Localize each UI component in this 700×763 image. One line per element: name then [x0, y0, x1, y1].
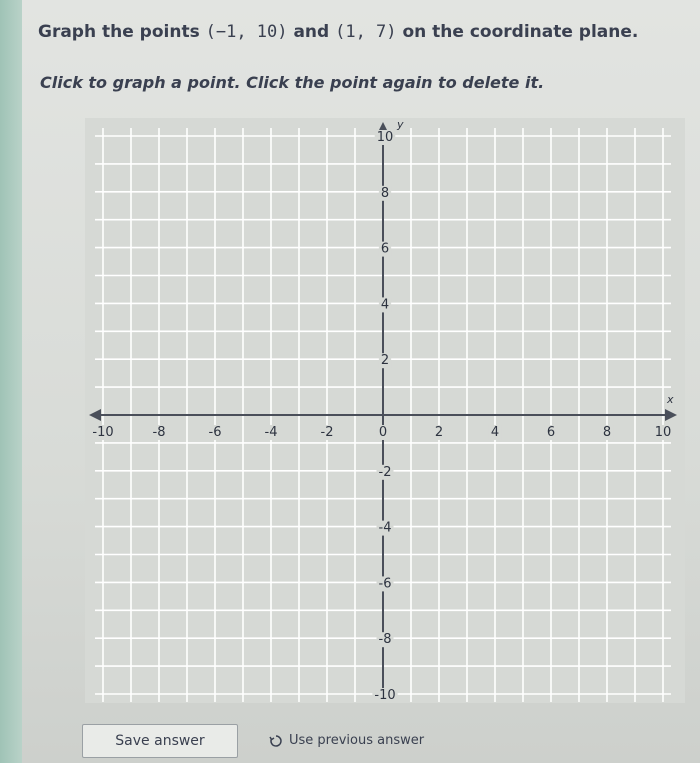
x-tick-label: 10 [654, 425, 672, 440]
y-tick-label: -4 [378, 520, 392, 536]
refresh-icon [269, 734, 283, 748]
question-prefix: Graph the points [38, 22, 200, 42]
y-tick-label: 4 [380, 297, 390, 313]
use-previous-answer-link[interactable] [269, 733, 424, 748]
y-tick-label: 2 [380, 353, 390, 369]
point-1: (−1, 10) [205, 22, 288, 42]
x-tick-label: -4 [264, 425, 278, 440]
x-tick-label: -8 [152, 425, 166, 440]
x-axis-name: x [667, 393, 674, 406]
y-tick-label: -10 [374, 688, 396, 703]
save-answer-button[interactable]: Save answer [82, 724, 238, 758]
x-tick-label: 2 [434, 425, 444, 440]
x-tick-label: 8 [602, 425, 612, 440]
point-2: (1, 7) [335, 22, 397, 42]
y-tick-label: -6 [378, 576, 392, 592]
plot-background[interactable] [85, 118, 685, 703]
y-axis-name: y [397, 118, 404, 131]
x-tick-label: 0 [378, 425, 388, 440]
use-previous-answer-label: Use previous answer [289, 733, 425, 748]
y-tick-label: -2 [378, 464, 392, 480]
x-tick-label: -6 [208, 425, 222, 440]
y-tick-label: 6 [380, 241, 390, 257]
footer [82, 724, 682, 760]
instruction-text: Click to graph a point. Click the point again to delete it. [40, 73, 545, 92]
x-tick-label: -2 [320, 425, 334, 440]
x-tick-label: -10 [92, 425, 114, 440]
y-tick-label: 8 [380, 185, 390, 201]
x-tick-label: 6 [546, 425, 556, 440]
left-strip [0, 0, 22, 763]
question-suffix: on the coordinate plane. [402, 22, 639, 42]
x-tick-label: 4 [490, 425, 500, 440]
question-conj: and [293, 22, 330, 42]
question-text [38, 22, 638, 42]
y-tick-label: -8 [378, 632, 392, 648]
coordinate-plane[interactable] [85, 118, 685, 703]
graph-svg[interactable] [85, 118, 685, 703]
y-tick-label: 10 [376, 130, 394, 145]
